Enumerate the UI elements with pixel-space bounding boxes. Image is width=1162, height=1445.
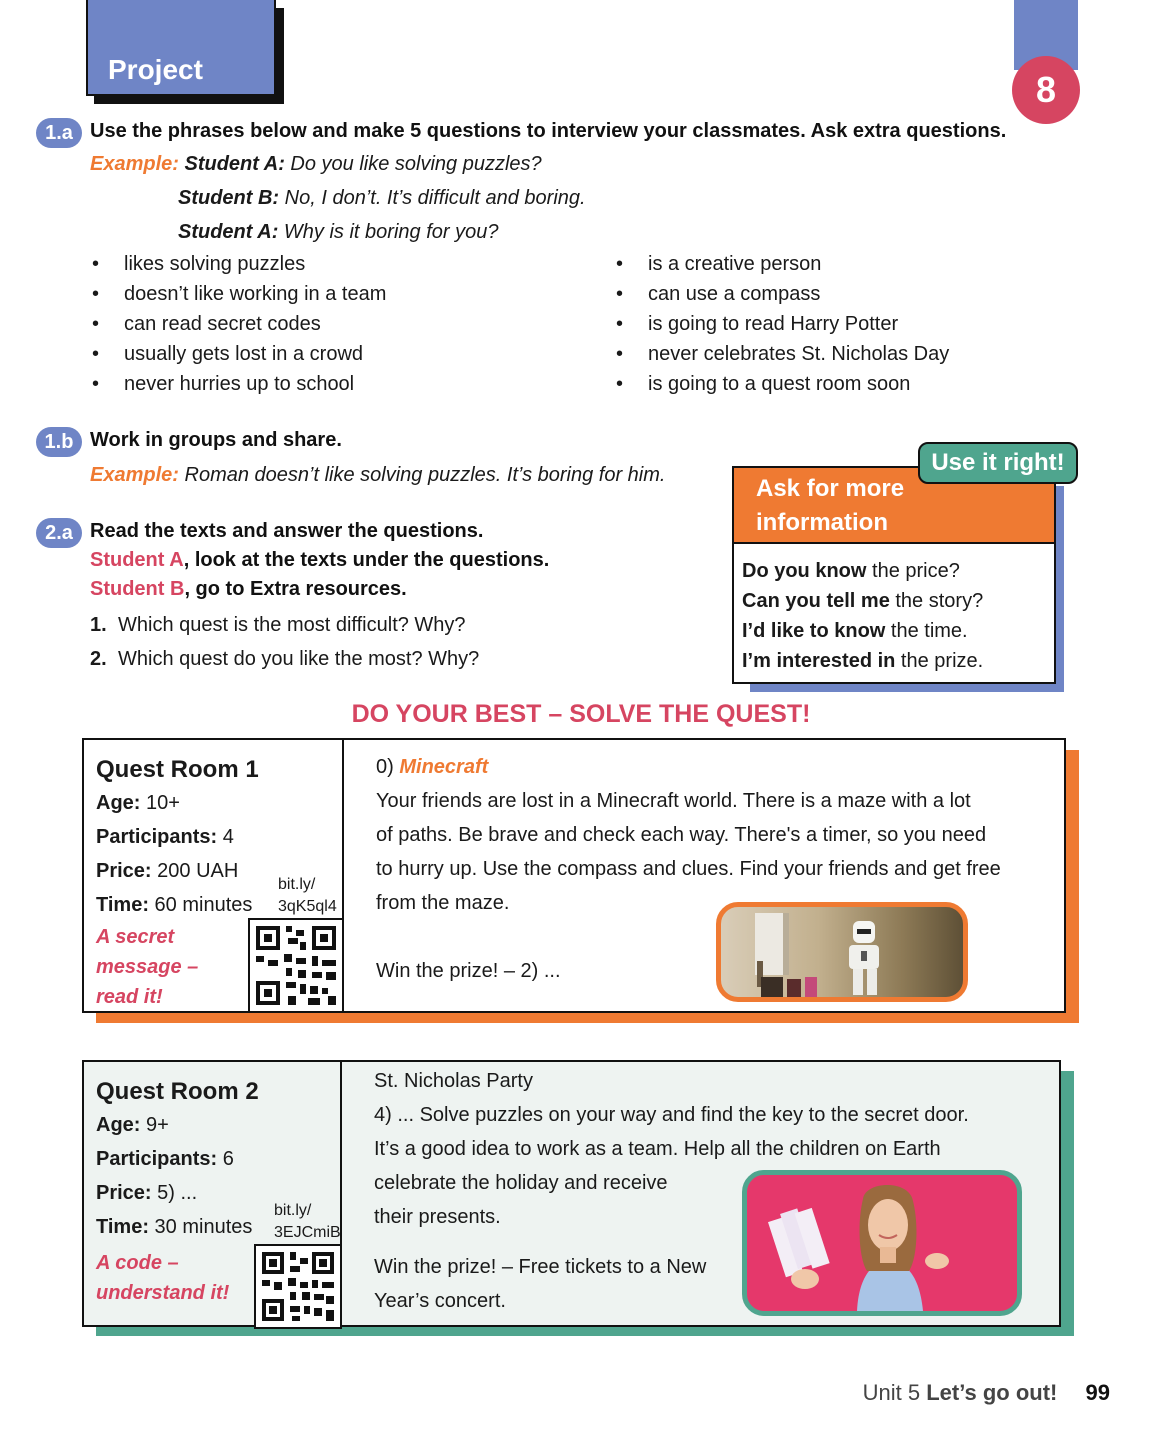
- student-a-rest: , look at the texts under the questions.: [183, 549, 550, 571]
- list-item: • doesn’t like working in a team: [88, 279, 386, 309]
- quest2-prize: Win the prize! – Free tickets to a New Year’s concert.: [374, 1256, 707, 1312]
- section-label: Project: [108, 54, 203, 85]
- example-line: [178, 187, 586, 210]
- list-item: • never hurries up to school: [88, 369, 386, 399]
- phrase-bold: I’m interested in: [742, 650, 896, 672]
- heading-line: Ask for more: [756, 475, 905, 502]
- quest1-price: Price: 200 UAH: [96, 860, 239, 882]
- question-item: [90, 614, 466, 637]
- quest2-price: Price: 5) ...: [96, 1182, 198, 1204]
- student-a-instruction: [90, 549, 549, 572]
- list-item: • usually gets lost in a crowd: [88, 339, 386, 369]
- dialogue-text: No, I don’t. It’s difficult and boring.: [284, 187, 586, 209]
- quest1-participants: Participants: 4: [96, 826, 234, 848]
- list-item: • is going to a quest room soon: [612, 369, 949, 399]
- use-it-right-body: [734, 544, 1054, 676]
- girl-with-tickets-photo: [742, 1170, 1022, 1316]
- footer-unit: Unit 5: [862, 1380, 921, 1405]
- exercise-1b-instruction: Work in groups and share.: [90, 429, 342, 451]
- phrase-list-left: [88, 249, 386, 399]
- quest1-name: Quest Room 1: [96, 756, 259, 783]
- page-number: 99: [1085, 1380, 1110, 1405]
- phrase-rest: the time.: [885, 620, 968, 642]
- quest2-title-line: St. Nicholas Party: [374, 1070, 533, 1092]
- student-b-name: Student B: [90, 578, 185, 600]
- exercise-badge-1b: 1.b: [36, 427, 82, 457]
- phrase-line: [742, 616, 1054, 646]
- question-number: 2.: [90, 648, 107, 670]
- example-line: [90, 153, 542, 176]
- dialogue-text: Why is it boring for you?: [283, 221, 499, 243]
- list-item: • never celebrates St. Nicholas Day: [612, 339, 949, 369]
- phrase-line: [742, 586, 1054, 616]
- exercise-2a-instruction: Read the texts and answer the questions.: [90, 520, 484, 542]
- exercise-1a-instruction: Use the phrases below and make 5 questions to interview your classmates. Ask extra questions.: [90, 120, 1007, 142]
- quest1-card: [82, 738, 1066, 1013]
- quest2-secret: A code – understand it!: [96, 1252, 230, 1304]
- use-it-right-box: [732, 466, 1056, 684]
- quest2-time: Time: 30 minutes: [96, 1216, 253, 1238]
- quest1-secret: A secret message – read it!: [96, 926, 199, 1008]
- quest2-link[interactable]: bit.ly/ 3EJCmiB: [274, 1202, 341, 1241]
- dialogue-speaker: Student B:: [178, 187, 280, 209]
- list-item: • can use a compass: [612, 279, 949, 309]
- question-item: [90, 648, 479, 671]
- heading-line: information: [756, 509, 888, 536]
- quest1-info-panel: [84, 740, 344, 1011]
- page-footer: [863, 1380, 1110, 1406]
- quest1-prize: Win the prize! – 2) ...: [376, 960, 561, 982]
- exercise-badge-1a: 1.a: [36, 118, 82, 148]
- list-item: • is a creative person: [612, 249, 949, 279]
- quest1-description: Your friends are lost in a Minecraft world. There is a maze with a lot of paths. Be brave and check each way. There's a timer, so you need to hurry up. Use the compass and clues. Find your friends and get free from the maze.: [376, 790, 1001, 914]
- dialogue-speaker: Student A:: [178, 221, 279, 243]
- unit-number-badge: 8: [1012, 56, 1080, 124]
- phrase-list-right: [612, 249, 949, 399]
- phrase-rest: the price?: [866, 560, 960, 582]
- qr-code-icon[interactable]: [254, 1244, 342, 1329]
- quest2-participants: Participants: 6: [96, 1148, 234, 1170]
- list-item: • is going to read Harry Potter: [612, 309, 949, 339]
- phrase-line: [742, 556, 1054, 586]
- list-item: • can read secret codes: [88, 309, 386, 339]
- phrase-bold: Do you know: [742, 560, 867, 582]
- dialogue-text: Do you like solving puzzles?: [290, 153, 542, 175]
- quest2-description: 4) ... Solve puzzles on your way and find the key to the secret door. It’s a good idea to work as a team. Help all the children on Earth celebrate the holiday and receive their presents.: [374, 1104, 969, 1228]
- question-number: 1.: [90, 614, 107, 636]
- quest1-item-title: 0) Minecraft: [376, 756, 489, 778]
- example-line: [178, 221, 498, 244]
- stormtrooper-photo: [716, 902, 968, 1002]
- quest1-link[interactable]: bit.ly/ 3qK5ql4: [278, 876, 337, 915]
- example-text: Roman doesn’t like solving puzzles. It’s boring for him.: [184, 464, 666, 486]
- quest2-info-panel: [84, 1062, 342, 1325]
- exercise-badge-2a: 2.a: [36, 518, 82, 548]
- project-tab: [86, 0, 276, 96]
- use-it-right-tag: Use it right!: [918, 442, 1078, 484]
- phrase-rest: the prize.: [895, 650, 984, 672]
- phrase-bold: I’d like to know: [742, 620, 886, 642]
- question-text: Which quest is the most difficult? Why?: [118, 614, 466, 636]
- quest1-time: Time: 60 minutes: [96, 894, 253, 916]
- qr-code-icon[interactable]: [248, 918, 344, 1013]
- quest2-age: Age: 9+: [96, 1114, 169, 1136]
- phrase-bold: Can you tell me: [742, 590, 890, 612]
- dialogue-speaker: Student A:: [184, 153, 285, 175]
- student-b-rest: , go to Extra resources.: [184, 578, 407, 600]
- list-item: • likes solving puzzles: [88, 249, 386, 279]
- example-label: Example:: [90, 153, 179, 175]
- student-a-name: Student A: [90, 549, 184, 571]
- quest1-age: Age: 10+: [96, 792, 180, 814]
- quest2-name: Quest Room 2: [96, 1078, 259, 1105]
- footer-unit-title: Let’s go out!: [926, 1380, 1058, 1405]
- quest-section-title: DO YOUR BEST – SOLVE THE QUEST!: [351, 700, 811, 728]
- quest2-card: [82, 1060, 1061, 1327]
- phrase-line: [742, 646, 1054, 676]
- example-label: Example:: [90, 464, 179, 486]
- phrase-rest: the story?: [889, 590, 984, 612]
- example-line: [90, 464, 665, 487]
- question-text: Which quest do you like the most? Why?: [118, 648, 480, 670]
- student-b-instruction: [90, 578, 407, 601]
